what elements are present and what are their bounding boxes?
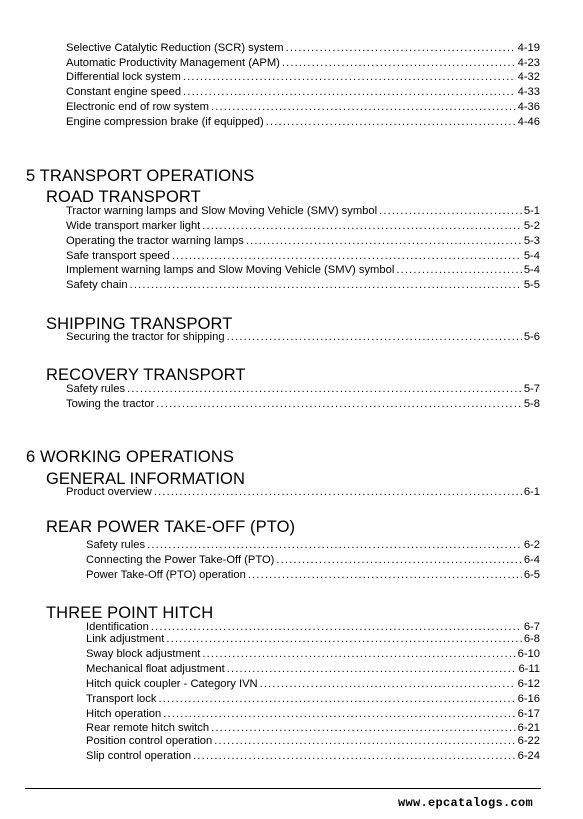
- toc-entry-title: Constant engine speed: [66, 86, 182, 98]
- toc-entry[interactable]: [66, 382, 540, 396]
- section-heading: SHIPPING TRANSPORT: [46, 315, 233, 333]
- toc-entry-page: 4-36: [517, 101, 540, 113]
- toc-entry-page: 4-32: [517, 71, 540, 83]
- toc-entry-title: Operating the tractor warning lamps: [66, 235, 244, 247]
- leader-dots: [286, 42, 516, 55]
- toc-entry-title: Differential lock system: [66, 71, 181, 83]
- toc-entry-title: Implement warning lamps and Slow Moving Vehicle (SMV) symbol: [66, 264, 395, 276]
- toc-entry-title: Product overview: [66, 486, 152, 498]
- leader-dots: [172, 250, 522, 263]
- toc-entry[interactable]: [66, 70, 540, 84]
- toc-entry[interactable]: [86, 749, 540, 763]
- toc-entry-page: 4-46: [517, 116, 540, 128]
- leader-dots: [396, 264, 522, 277]
- toc-entry-page: 4-33: [517, 86, 540, 98]
- toc-entry[interactable]: [66, 234, 540, 248]
- toc-entry-page: 6-2: [523, 539, 540, 551]
- toc-entry-title: Transport lock: [86, 693, 157, 705]
- toc-entry[interactable]: [86, 538, 540, 552]
- toc-entry[interactable]: [66, 85, 540, 99]
- leader-dots: [163, 708, 515, 721]
- toc-entry-page: 6-22: [517, 735, 540, 747]
- toc-entry-title: Mechanical float adjustment: [86, 663, 225, 675]
- toc-entry-title: Link adjustment: [86, 633, 165, 645]
- toc-entry-title: Identification: [86, 621, 149, 633]
- toc-entry[interactable]: [66, 330, 540, 344]
- toc-entry-page: 5-5: [523, 279, 540, 291]
- toc-entry-page: 5-7: [523, 383, 540, 395]
- toc-entry[interactable]: [86, 647, 540, 661]
- toc-entry-page: 5-3: [523, 235, 540, 247]
- toc-entry-page: 4-19: [517, 42, 540, 54]
- leader-dots: [214, 735, 515, 748]
- leader-dots: [266, 116, 516, 129]
- toc-entry-title: Safety rules: [86, 539, 146, 551]
- chapter-heading: 6 WORKING OPERATIONS: [26, 448, 234, 466]
- toc-entry[interactable]: [66, 397, 540, 411]
- footer-divider: [25, 788, 541, 789]
- leader-dots: [202, 648, 515, 661]
- toc-entry[interactable]: [86, 632, 540, 646]
- leader-dots: [276, 554, 521, 567]
- toc-entry[interactable]: [86, 677, 540, 691]
- toc-entry-page: 5-8: [523, 398, 540, 410]
- toc-entry[interactable]: [86, 662, 540, 676]
- toc-entry-page: 6-24: [517, 750, 540, 762]
- leader-dots: [166, 633, 521, 646]
- leader-dots: [379, 205, 522, 218]
- toc-entry-page: 6-7: [523, 621, 540, 633]
- toc-entry[interactable]: [66, 115, 540, 129]
- toc-entry-page: 5-4: [523, 250, 540, 262]
- toc-entry-title: Safe transport speed: [66, 250, 170, 262]
- leader-dots: [227, 663, 517, 676]
- toc-entry[interactable]: [66, 485, 540, 499]
- toc-entry-page: 5-4: [523, 264, 540, 276]
- toc-entry-title: Wide transport marker light: [66, 220, 201, 232]
- toc-entry[interactable]: [66, 263, 540, 277]
- section-heading: GENERAL INFORMATION: [46, 470, 245, 488]
- section-heading: ROAD TRANSPORT: [46, 188, 201, 206]
- leader-dots: [127, 383, 522, 396]
- toc-entry[interactable]: [66, 100, 540, 114]
- toc-entry-page: 6-21: [517, 722, 540, 734]
- toc-entry-page: 6-11: [518, 663, 540, 675]
- leader-dots: [154, 486, 522, 499]
- leader-dots: [158, 693, 515, 706]
- toc-entry-page: 5-6: [523, 331, 540, 343]
- leader-dots: [193, 750, 515, 763]
- toc-entry-title: Towing the tractor: [66, 398, 155, 410]
- toc-entry-page: 5-2: [523, 220, 540, 232]
- toc-entry-title: Power Take-Off (PTO) operation: [86, 569, 246, 581]
- toc-entry[interactable]: [86, 568, 540, 582]
- leader-dots: [183, 86, 516, 99]
- toc-entry-title: Sway block adjustment: [86, 648, 201, 660]
- toc-entry-title: Selective Catalytic Reduction (SCR) system: [66, 42, 284, 54]
- toc-entry[interactable]: [66, 204, 540, 218]
- toc-entry-page: 6-8: [523, 633, 540, 645]
- leader-dots: [260, 678, 516, 691]
- toc-entry-page: 6-4: [523, 554, 540, 566]
- leader-dots: [156, 398, 522, 411]
- toc-entry[interactable]: [86, 734, 540, 748]
- leader-dots: [211, 101, 516, 114]
- leader-dots: [248, 569, 522, 582]
- toc-entry-title: Safety chain: [66, 279, 128, 291]
- toc-entry[interactable]: [66, 249, 540, 263]
- toc-entry-page: 6-1: [523, 486, 540, 498]
- toc-entry-title: Hitch quick coupler - Category IVN: [86, 678, 258, 690]
- leader-dots: [183, 71, 516, 84]
- toc-entry[interactable]: [86, 553, 540, 567]
- toc-entry-title: Securing the tractor for shipping: [66, 331, 225, 343]
- toc-entry-title: Electronic end of row system: [66, 101, 210, 113]
- toc-entry[interactable]: [86, 707, 540, 721]
- toc-entry-page: 4-23: [517, 57, 540, 69]
- toc-entry-page: 6-5: [523, 569, 540, 581]
- toc-entry-title: Engine compression brake (if equipped): [66, 116, 264, 128]
- toc-entry[interactable]: [66, 41, 540, 55]
- leader-dots: [282, 57, 516, 70]
- toc-entry-title: Position control operation: [86, 735, 213, 747]
- toc-entry-title: Slip control operation: [86, 750, 192, 762]
- footer-url[interactable]: www.epcatalogs.com: [397, 796, 533, 810]
- section-heading: REAR POWER TAKE-OFF (PTO): [46, 518, 296, 536]
- leader-dots: [246, 235, 522, 248]
- section-heading: THREE POINT HITCH: [46, 604, 214, 622]
- toc-entry[interactable]: [66, 219, 540, 233]
- chapter-heading: 5 TRANSPORT OPERATIONS: [26, 167, 255, 185]
- leader-dots: [202, 220, 522, 233]
- toc-entry-title: Automatic Productivity Management (APM): [66, 57, 280, 69]
- toc-entry-title: Safety rules: [66, 383, 126, 395]
- toc-entry-title: Tractor warning lamps and Slow Moving Vehicle (SMV) symbol: [66, 205, 378, 217]
- toc-entry-title: Connecting the Power Take-Off (PTO): [86, 554, 275, 566]
- leader-dots: [227, 331, 522, 344]
- toc-entry-page: 6-17: [517, 708, 540, 720]
- section-heading: RECOVERY TRANSPORT: [46, 366, 246, 384]
- toc-entry-title: Hitch operation: [86, 708, 162, 720]
- toc-entry-page: 5-1: [523, 205, 540, 217]
- toc-entry-page: 6-16: [517, 693, 540, 705]
- toc-entry[interactable]: [86, 692, 540, 706]
- leader-dots: [147, 539, 522, 552]
- toc-entry-page: 6-12: [517, 678, 540, 690]
- toc-entry[interactable]: [66, 56, 540, 70]
- toc-entry-title: Rear remote hitch switch: [86, 722, 210, 734]
- toc-entry-page: 6-10: [517, 648, 540, 660]
- leader-dots: [130, 279, 522, 292]
- toc-entry[interactable]: [86, 721, 540, 735]
- toc-entry[interactable]: [66, 278, 540, 292]
